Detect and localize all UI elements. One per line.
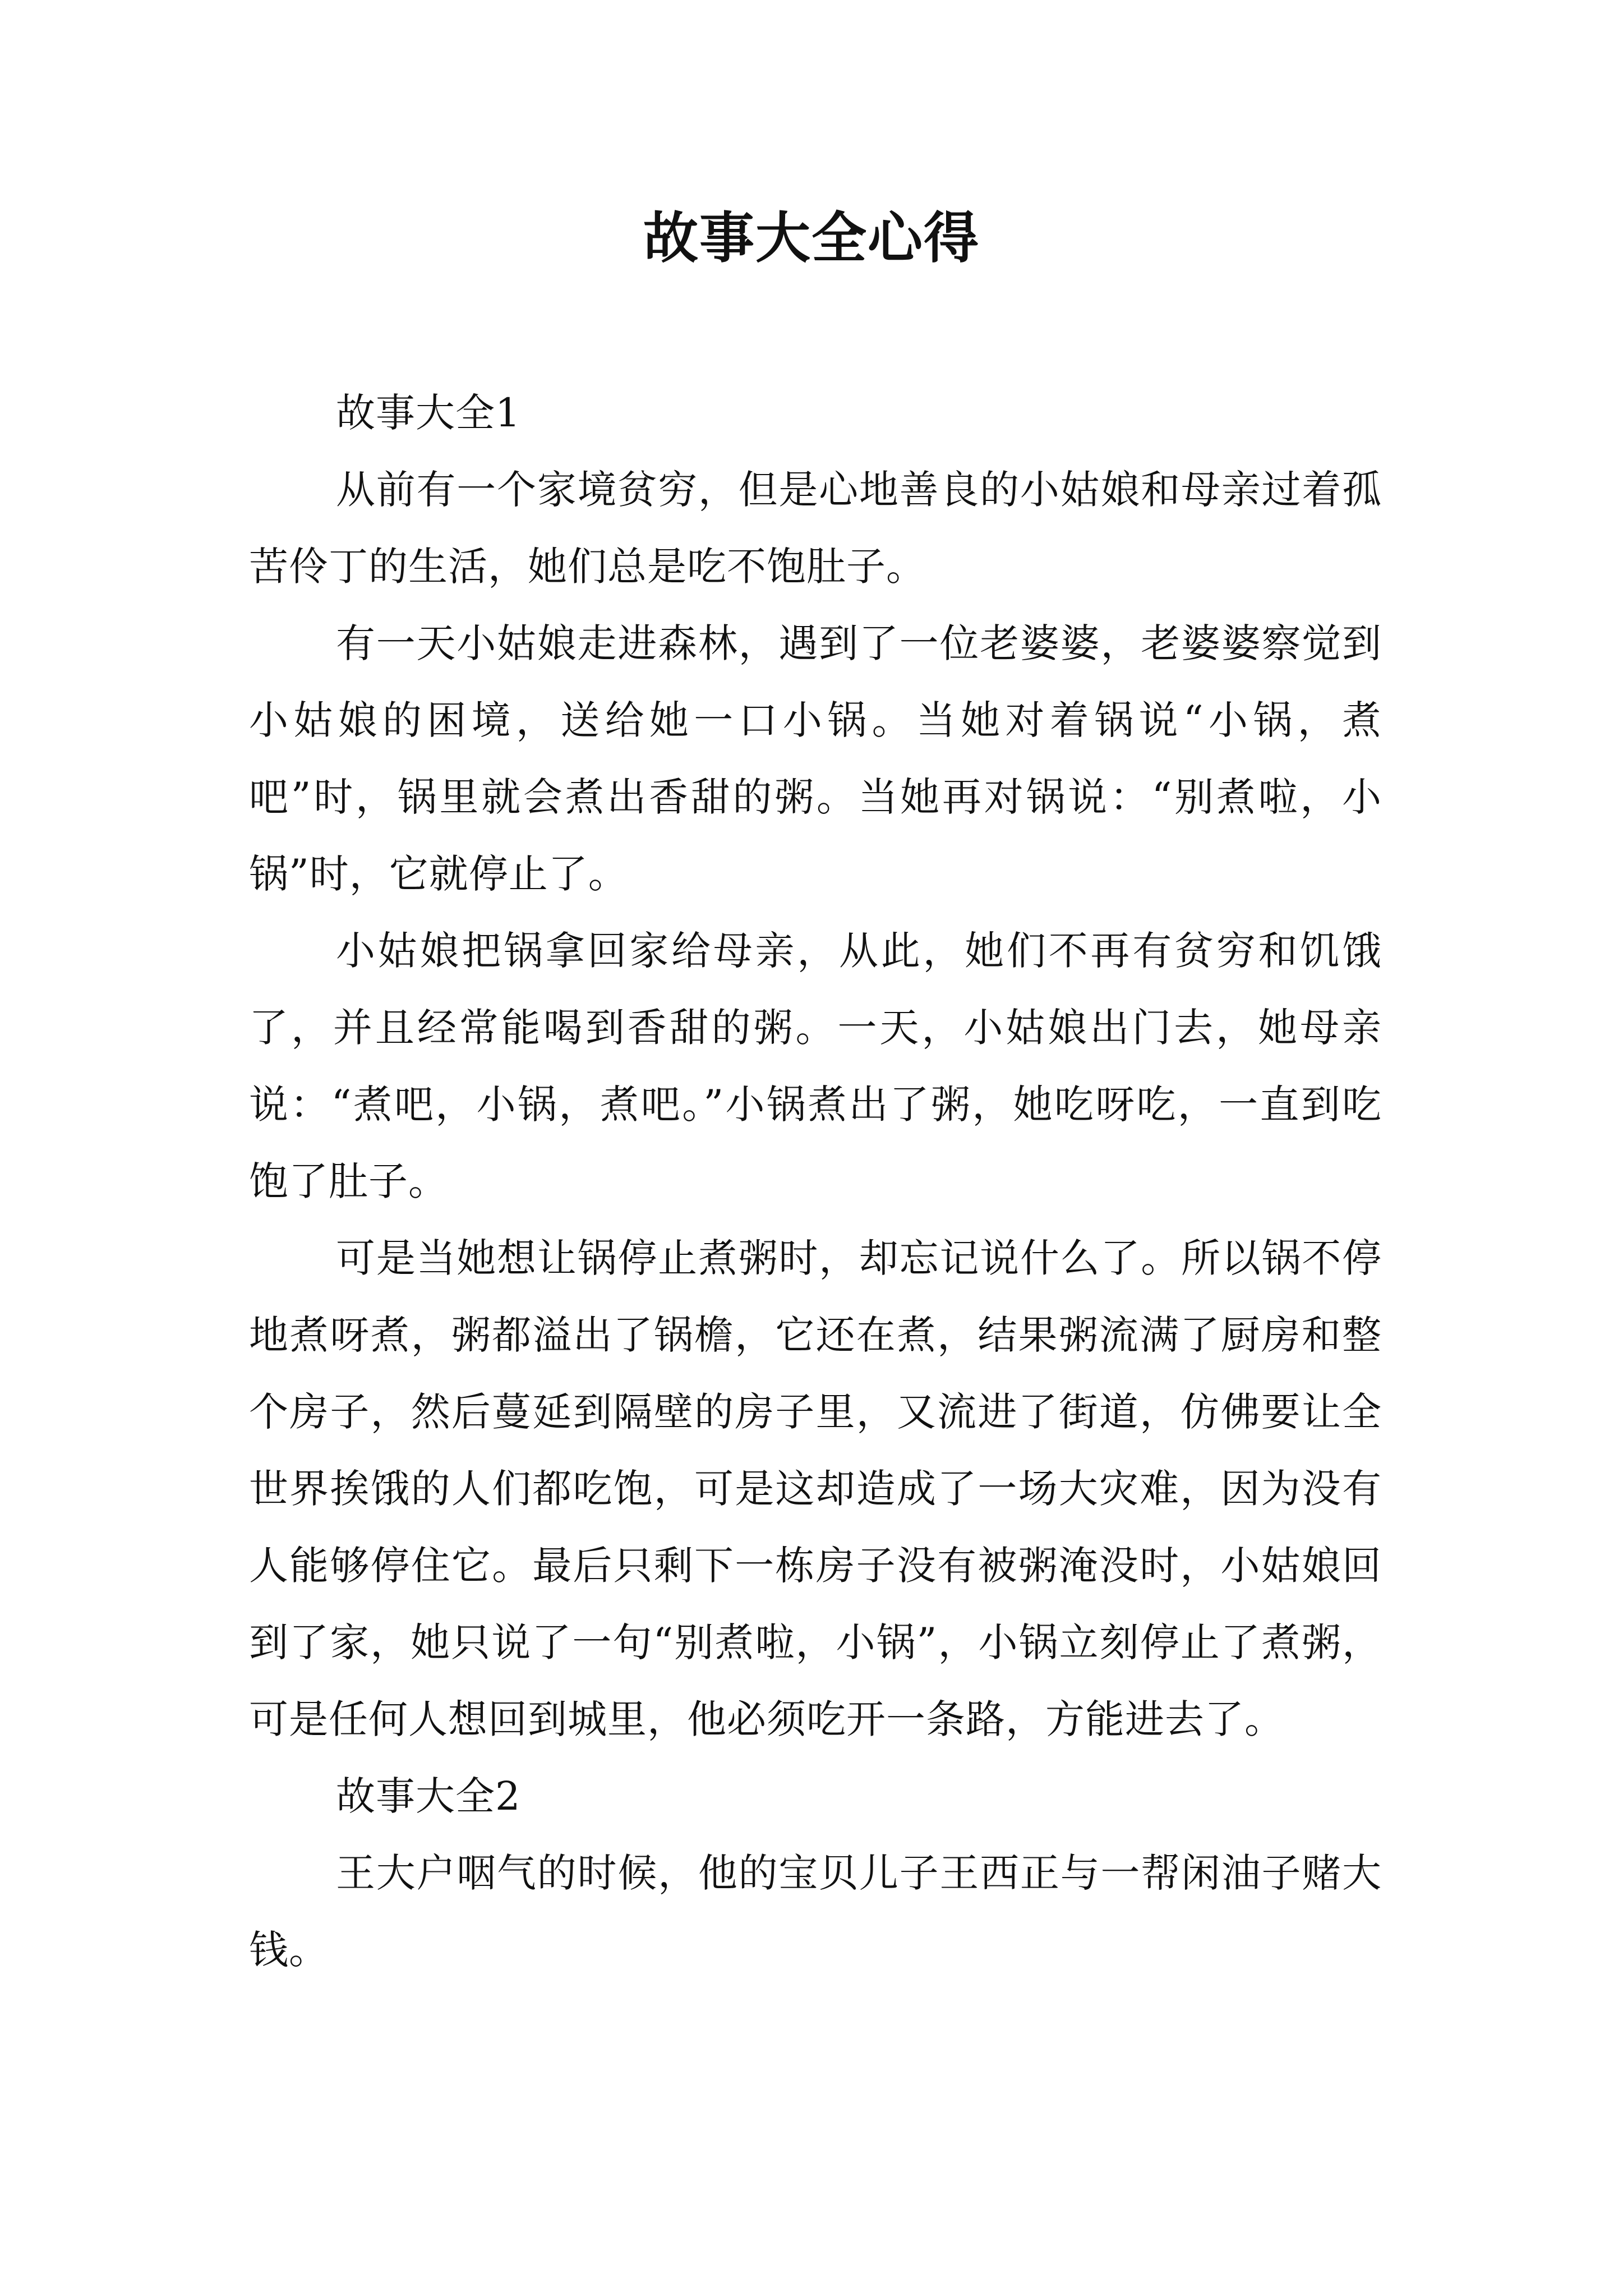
paragraph: 有一天小姑娘走进森林，遇到了一位老婆婆，老婆婆察觉到小姑娘的困境，送给她一口小锅。当她对着锅说“小锅，煮吧”时，锅里就会煮出香甜的粥。当她再对锅说：“别煮啦，小锅”时，它就停止了。 xyxy=(249,620,1382,897)
paragraph: 可是当她想让锅停止煮粥时，却忘记说什么了。所以锅不停地煮呀煮，粥都溢出了锅檐，它还在煮，结果粥流满了厨房和整个房子，然后蔓延到隔壁的房子里，又流进了街道，仿佛要让全世界挨饿的人们都吃饱，可是这却造成了一场大灾难，因为没有人能够停住它。最后只剩下一栋房子没有被粥淹没时，小姑娘回到了家，她只说了一句“别煮啦，小锅”，小锅立刻停止了煮粥，可是任何人想回到城里，他必须吃开一条路，方能进去了。 xyxy=(249,1235,1382,1742)
section-heading-2: 故事大全2 xyxy=(336,1773,521,1819)
document-title: 故事大全心得 xyxy=(643,206,980,270)
paragraph: 从前有一个家境贫穷，但是心地善良的小姑娘和母亲过着孤苦伶丁的生活，她们总是吃不饱肚子。 xyxy=(249,467,1382,590)
document-body xyxy=(249,375,1382,1989)
section-heading-1: 故事大全1 xyxy=(336,390,521,436)
paragraph: 小姑娘把锅拿回家给母亲，从此，她们不再有贫穷和饥饿了，并且经常能喝到香甜的粥。一天，小姑娘出门去，她母亲说：“煮吧，小锅，煮吧。”小锅煮出了粥，她吃呀吃，一直到吃饱了肚子。 xyxy=(249,928,1382,1204)
paragraph: 王大户咽气的时候，他的宝贝儿子王西正与一帮闲油子赌大钱。 xyxy=(249,1850,1382,1973)
